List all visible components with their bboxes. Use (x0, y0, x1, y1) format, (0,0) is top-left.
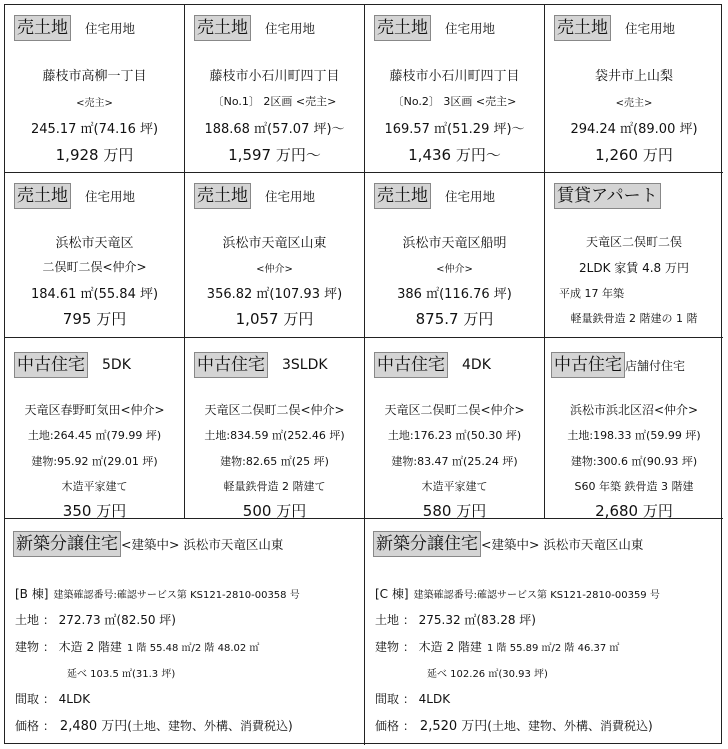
rent: 2LDK 家賃 4.8 万円 (579, 261, 689, 275)
category-badge: 売土地 (14, 15, 71, 41)
category-subtitle: 住宅用地 (445, 189, 496, 204)
building-area: 建物:83.47 ㎡(25.24 坪) (391, 455, 518, 468)
listing-card[interactable] (365, 338, 544, 518)
category-subtitle: 5DK (102, 357, 131, 373)
price: 1,057 万円 (235, 310, 314, 328)
price: 1,928 万円 (55, 146, 134, 164)
category-badge: 売土地 (14, 183, 71, 209)
area: 386 ㎡(116.76 坪) (397, 287, 512, 302)
permit-number: 建築確認番号:確認サービス第 KS121-2810-00359 号 (413, 590, 660, 601)
land-area: 土地:834.59 ㎡(252.46 坪) (204, 429, 345, 442)
price: 350 万円 (62, 502, 127, 518)
location: 天竜区二俣町二俣<仲介> (204, 403, 345, 417)
permit-number: 建築確認番号:確認サービス第 KS121-2810-00358 号 (53, 590, 300, 601)
category-subtitle: 3SLDK (282, 357, 328, 373)
land-area: 土地:198.33 ㎡(59.99 坪) (567, 429, 701, 442)
price: 2,480 万円 (59, 719, 128, 734)
category-badge: 売土地 (374, 183, 431, 209)
floor-areas: 1 階 55.89 ㎡/2 階 46.37 ㎡ (487, 643, 620, 654)
location: 天竜区二俣町二俣 (585, 235, 682, 249)
price: 1,597 万円～ (228, 146, 321, 164)
price: 2,680 万円 (595, 502, 673, 518)
structure: 軽量鉄骨造 2 階建て (223, 480, 326, 493)
category-subtitle: 住宅用地 (625, 21, 676, 36)
area: 169.57 ㎡(51.29 坪)～ (384, 122, 525, 137)
listing-card[interactable] (5, 5, 184, 172)
listing-grid (4, 4, 722, 744)
category-badge: 売土地 (374, 15, 431, 41)
listing-card[interactable] (5, 173, 184, 337)
layout: 間取 ： 4LDK (15, 692, 91, 706)
category-subtitle: 4DK (462, 357, 491, 373)
building-area: 建物:300.6 ㎡(90.93 坪) (570, 455, 698, 468)
price: 1,260 万円 (595, 146, 673, 164)
land-area: 土地:176.23 ㎡(50.30 坪) (387, 429, 522, 442)
price-note: (土地、建物、外構、消費税込) (487, 719, 653, 733)
deal-type: 〔No.2〕 3区画 <売主> (392, 95, 517, 108)
category-badge: 新築分譲住宅 (373, 531, 481, 557)
category-subtitle: 住宅用地 (265, 21, 316, 36)
category-subtitle: 住宅用地 (85, 189, 136, 204)
area: 294.24 ㎡(89.00 坪) (570, 122, 698, 137)
category-badge: 中古住宅 (551, 352, 625, 378)
listing-card[interactable] (545, 338, 723, 518)
built-year: 平成 17 年築 (559, 287, 624, 300)
category-subtitle: <建築中> 浜松市天竜区山東 (481, 537, 644, 552)
deal-type: <売主> (76, 98, 113, 109)
price: 500 万円 (242, 502, 307, 518)
listing-card[interactable] (545, 5, 723, 172)
category-badge: 中古住宅 (194, 352, 268, 378)
listing-card[interactable] (185, 5, 364, 172)
listing-card[interactable] (185, 173, 364, 337)
land-area: 土地 ： 272.73 ㎡(82.50 坪) (15, 613, 176, 627)
total-floor-area: 延べ 103.5 ㎡(31.3 坪) (67, 669, 176, 680)
location: 藤枝市小石川町四丁目 (389, 69, 520, 84)
price: 795 万円 (62, 310, 127, 328)
category-badge: 中古住宅 (14, 352, 88, 378)
price-note: (土地、建物、外構、消費税込) (127, 719, 293, 733)
listing-card[interactable] (545, 173, 723, 337)
structure: 建物 ： 木造 2 階建 (375, 640, 482, 654)
listing-card[interactable] (365, 5, 544, 172)
price: 875.7 万円 (415, 310, 494, 328)
category-badge: 売土地 (554, 15, 611, 41)
deal-type: <売主> (615, 98, 653, 109)
location: 浜松市浜北区沼<仲介> (569, 403, 699, 417)
location-detail: 二俣町二俣<仲介> (42, 260, 147, 274)
category-badge: 売土地 (194, 183, 251, 209)
location: 天竜区二俣町二俣<仲介> (384, 403, 525, 417)
price-label: 価格 ： (375, 719, 415, 733)
structure: 木造平家建て (421, 480, 488, 493)
land-area: 土地 ： 275.32 ㎡(83.28 坪) (375, 613, 536, 627)
new-house-card[interactable] (365, 519, 723, 745)
price-label: 価格 ： (15, 719, 55, 733)
location: 浜松市天竜区船明 (402, 236, 507, 251)
layout: 間取 ： 4LDK (375, 692, 451, 706)
land-area: 土地:264.45 ㎡(79.99 坪) (27, 429, 162, 442)
price: 2,520 万円 (419, 719, 488, 734)
total-floor-area: 延べ 102.26 ㎡(30.93 坪) (427, 669, 548, 680)
structure: 建物 ： 木造 2 階建 (15, 640, 122, 654)
category-subtitle: 住宅用地 (85, 21, 136, 36)
deal-type: <仲介> (256, 264, 293, 275)
area: 188.68 ㎡(57.07 坪)～ (204, 122, 345, 137)
building-label: [B 棟] (15, 587, 49, 601)
location: 藤枝市小石川町四丁目 (209, 69, 340, 84)
listing-card[interactable] (365, 173, 544, 337)
building-area: 建物:95.92 ㎡(29.01 坪) (31, 455, 158, 468)
structure: S60 年築 鉄骨造 3 階建 (574, 480, 694, 493)
area: 184.61 ㎡(55.84 坪) (30, 287, 159, 302)
location: 浜松市天竜区山東 (222, 236, 327, 251)
category-badge: 売土地 (194, 15, 251, 41)
area: 356.82 ㎡(107.93 坪) (206, 287, 343, 302)
price: 1,436 万円～ (408, 146, 501, 164)
price: 580 万円 (422, 502, 487, 518)
listing-card[interactable] (185, 338, 364, 518)
category-subtitle: 住宅用地 (445, 21, 496, 36)
location: 藤枝市高柳一丁目 (42, 69, 147, 84)
location: 浜松市天竜区 (55, 236, 134, 251)
structure: 軽量鉄骨造 2 階建の 1 階 (570, 312, 698, 325)
structure: 木造平家建て (61, 480, 128, 493)
deal-type: 〔No.1〕 2区画 <売主> (212, 95, 337, 108)
building-label: [C 棟] (375, 587, 409, 601)
location: 天竜区春野町気田<仲介> (24, 403, 165, 417)
category-subtitle: 店舗付住宅 (625, 358, 686, 373)
deal-type: <仲介> (436, 264, 473, 275)
category-badge: 中古住宅 (374, 352, 448, 378)
new-house-card[interactable] (5, 519, 364, 745)
category-subtitle: <建築中> 浜松市天竜区山東 (121, 537, 284, 552)
category-badge: 賃貸アパート (554, 183, 661, 209)
area: 245.17 ㎡(74.16 坪) (30, 122, 159, 137)
category-badge: 新築分譲住宅 (13, 531, 121, 557)
floor-areas: 1 階 55.48 ㎡/2 階 48.02 ㎡ (127, 643, 260, 654)
category-subtitle: 住宅用地 (265, 189, 316, 204)
listing-card[interactable] (5, 338, 184, 518)
building-area: 建物:82.65 ㎡(25 坪) (220, 455, 329, 468)
location: 袋井市上山梨 (594, 69, 673, 84)
